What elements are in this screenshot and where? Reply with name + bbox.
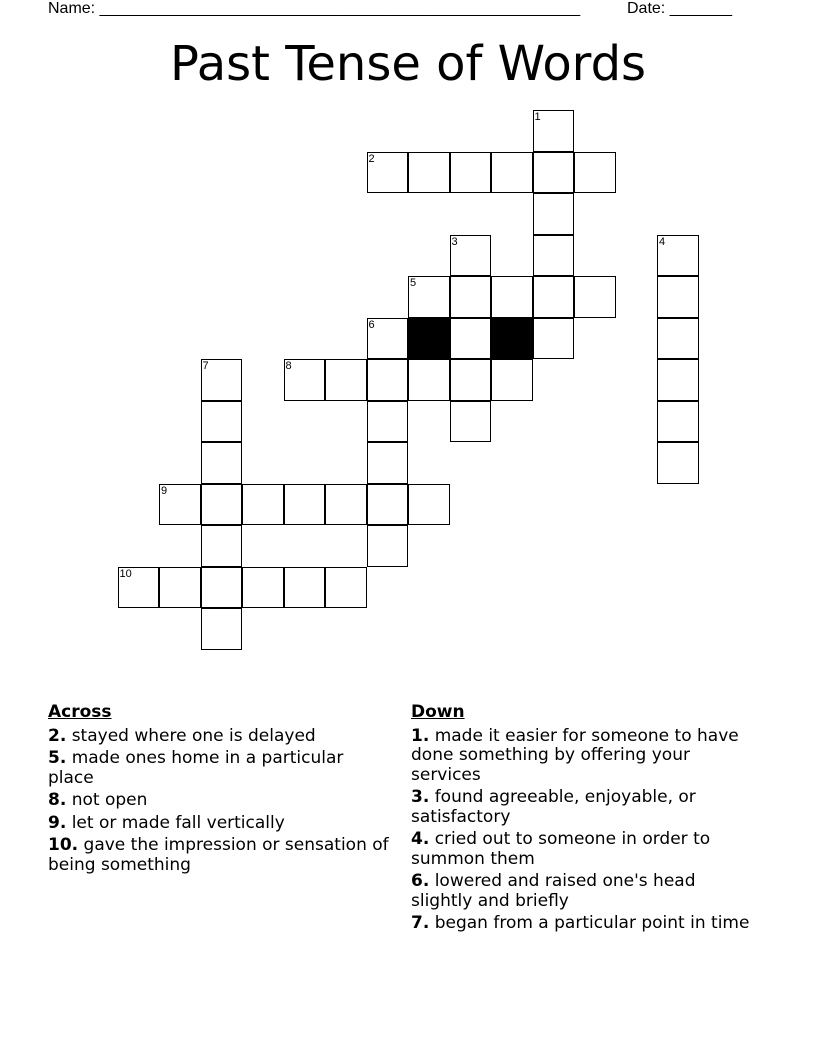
clue-number: 2. xyxy=(48,725,67,746)
grid-cell[interactable] xyxy=(201,608,243,650)
clue-number: 5. xyxy=(48,748,67,768)
grid-cell[interactable] xyxy=(242,484,284,526)
across-clue xyxy=(48,749,393,788)
grid-cell[interactable] xyxy=(657,235,699,277)
clue-text: gave the impression or sensation of being something xyxy=(48,835,389,875)
clue-number: 3. xyxy=(411,787,430,807)
grid-cell[interactable] xyxy=(367,484,409,526)
clue-number: 9. xyxy=(48,812,67,833)
grid-cell[interactable] xyxy=(450,401,492,443)
grid-cell[interactable] xyxy=(533,193,575,235)
grid-cell[interactable] xyxy=(325,484,367,526)
clue-number-label: 10 xyxy=(119,567,132,580)
grid-cell[interactable] xyxy=(284,567,326,609)
down-clue xyxy=(411,788,761,827)
grid-cell[interactable] xyxy=(657,318,699,360)
grid-cell[interactable] xyxy=(201,401,243,443)
grid-cell[interactable] xyxy=(533,318,575,360)
across-clue xyxy=(48,727,393,747)
grid-cell[interactable] xyxy=(201,525,243,567)
grid-cell[interactable] xyxy=(533,110,575,152)
grid-cell[interactable] xyxy=(574,152,616,194)
grid-cell[interactable] xyxy=(367,359,409,401)
grid-cell[interactable] xyxy=(284,359,326,401)
clue-text: not open xyxy=(66,790,148,810)
clue-text: let or made fall vertically xyxy=(66,812,285,833)
clue-number-label: 2 xyxy=(368,152,375,165)
clue-number: 4. xyxy=(411,829,430,849)
black-cell xyxy=(491,318,533,360)
across-clue xyxy=(48,791,393,811)
grid-cell[interactable] xyxy=(533,276,575,318)
grid-cell[interactable] xyxy=(325,567,367,609)
grid-cell[interactable] xyxy=(118,567,160,609)
grid-cell[interactable] xyxy=(201,567,243,609)
grid-cell[interactable] xyxy=(201,442,243,484)
grid-cell[interactable] xyxy=(533,152,575,194)
clue-number-label: 1 xyxy=(534,111,541,123)
clue-number-label: 4 xyxy=(659,235,666,248)
grid-cell[interactable] xyxy=(491,359,533,401)
grid-cell[interactable] xyxy=(284,484,326,526)
grid-cell[interactable] xyxy=(657,359,699,401)
clue-number: 6. xyxy=(411,871,430,891)
grid-cell[interactable] xyxy=(450,235,492,277)
clue-number: 8. xyxy=(48,790,67,810)
grid-cell[interactable] xyxy=(159,567,201,609)
clue-number: 7. xyxy=(411,913,430,933)
clue-number-label: 3 xyxy=(451,235,458,248)
grid-cell[interactable] xyxy=(159,484,201,526)
down-clues xyxy=(411,703,761,937)
down-clue xyxy=(411,830,761,869)
grid-cell[interactable] xyxy=(657,276,699,318)
across-clue xyxy=(48,814,393,834)
grid-cell[interactable] xyxy=(242,567,284,609)
grid-cell[interactable] xyxy=(450,276,492,318)
name-field[interactable]: Name: ______________________________________________________ xyxy=(48,0,581,17)
grid-cell[interactable] xyxy=(491,152,533,194)
clue-text: made ones home in a particular place xyxy=(48,748,344,788)
clue-number-label: 8 xyxy=(285,360,292,372)
clue-text: lowered and raised one's head slightly and briefly xyxy=(411,871,696,911)
grid-cell[interactable] xyxy=(574,276,616,318)
grid-cell[interactable] xyxy=(201,359,243,401)
clue-number: 1. xyxy=(411,725,430,746)
grid-cell[interactable] xyxy=(450,359,492,401)
clue-text: stayed where one is delayed xyxy=(66,725,316,746)
down-clue xyxy=(411,914,761,934)
across-clue xyxy=(48,836,393,875)
clue-number: 10. xyxy=(48,835,79,855)
clue-number-label: 7 xyxy=(202,360,209,372)
clue-text: made it easier for someone to have done something by offering your services xyxy=(411,725,739,785)
grid-cell[interactable] xyxy=(367,318,409,360)
grid-cell[interactable] xyxy=(367,442,409,484)
clue-number-label: 6 xyxy=(368,318,375,331)
clue-number-label: 9 xyxy=(161,484,168,497)
grid-cell[interactable] xyxy=(657,401,699,443)
grid-cell[interactable] xyxy=(657,442,699,484)
grid-cell[interactable] xyxy=(367,152,409,194)
black-cell xyxy=(408,318,450,360)
grid-cell[interactable] xyxy=(450,152,492,194)
grid-cell[interactable] xyxy=(201,484,243,526)
page-title: Past Tense of Words xyxy=(169,36,647,92)
grid-cell[interactable] xyxy=(367,525,409,567)
down-clue xyxy=(411,872,761,911)
grid-cell[interactable] xyxy=(408,484,450,526)
date-field[interactable]: Date: _______ xyxy=(627,0,732,17)
across-heading: Across xyxy=(48,702,112,722)
grid-cell[interactable] xyxy=(408,359,450,401)
clue-text: cried out to someone in order to summon them xyxy=(411,829,711,869)
grid-cell[interactable] xyxy=(450,318,492,360)
grid-cell[interactable] xyxy=(367,401,409,443)
grid-cell[interactable] xyxy=(408,152,450,194)
clue-text: began from a particular point in time xyxy=(429,913,750,933)
clue-number-label: 5 xyxy=(410,277,417,289)
down-clue xyxy=(411,727,761,786)
down-heading: Down xyxy=(411,702,465,722)
grid-cell[interactable] xyxy=(325,359,367,401)
grid-cell[interactable] xyxy=(491,276,533,318)
clue-text: found agreeable, enjoyable, or satisfactory xyxy=(411,787,696,827)
across-clues xyxy=(48,703,393,878)
grid-cell[interactable] xyxy=(533,235,575,277)
grid-cell[interactable] xyxy=(408,276,450,318)
